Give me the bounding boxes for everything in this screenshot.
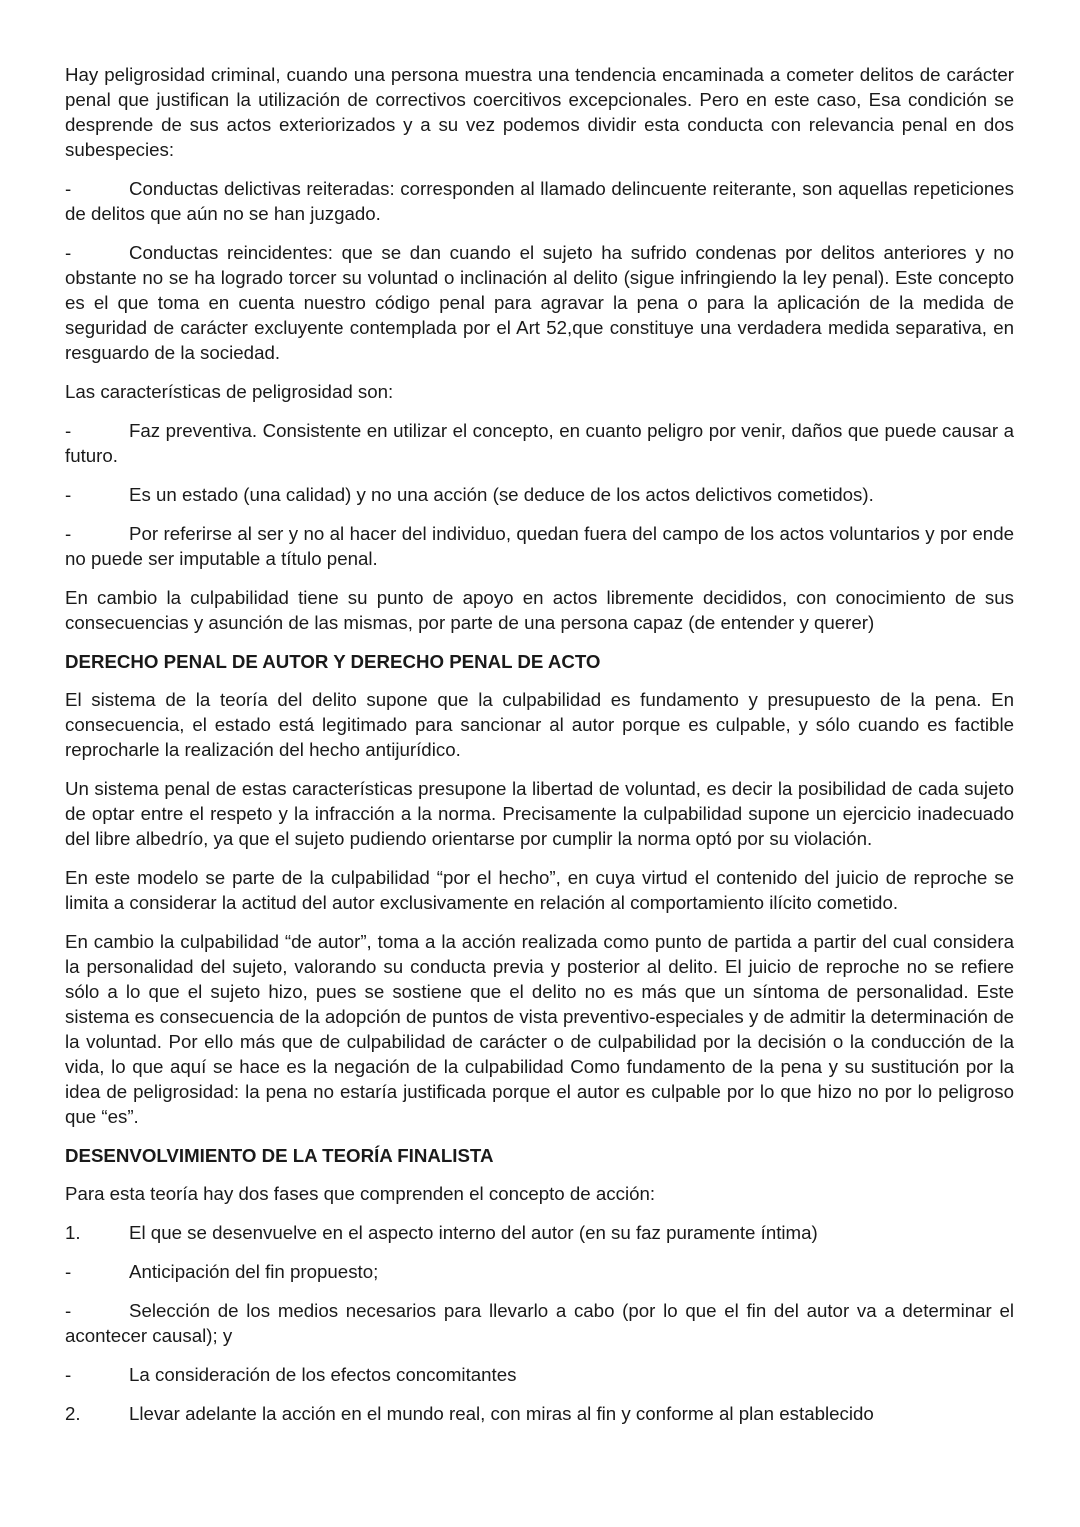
paragraph-culpabilidad-por-el-hecho: En este modelo se parte de la culpabilidad “por el hecho”, en cuya virtud el contenido del juicio de reproche se limita a considerar la actitud del autor exclusivamente en relación al comportamiento ilícito cometido.	[65, 867, 1014, 913]
paragraph-caracteristicas: Las características de peligrosidad son:	[65, 381, 394, 402]
list-item-seleccion-medios	[65, 1298, 1014, 1348]
list-marker: 2.	[65, 1403, 81, 1424]
list-marker: -	[65, 178, 72, 199]
list-item-text: Conductas reincidentes: que se dan cuando el sujeto ha sufrido condenas por delitos anteriores y no obstante no se ha logrado torcer su voluntad o inclinación al delito (sigue infringiendo la ley penal). Este concepto es el que toma en cuenta nuestro código penal para agravar la pena o para la aplicación de la medida de seguridad de carácter excluyente contemplada por el Art 52,que constituye una verdadera medida separativa, en resguardo de la sociedad.	[65, 242, 1014, 363]
list-item-estado	[65, 482, 1014, 507]
list-marker: -	[65, 484, 72, 505]
list-item-text: Llevar adelante la acción en el mundo real, con miras al fin y conforme al plan establecido	[129, 1403, 874, 1424]
paragraph-peligrosidad-criminal: Hay peligrosidad criminal, cuando una persona muestra una tendencia encaminada a cometer delitos de carácter penal que justifican la utilización de correctivos coercitivos excepcionales. Pero en este caso, Esa condición se desprende de sus actos exteriorizados y a su vez podemos dividir esta conducta con relevancia penal en dos subespecies:	[65, 64, 1014, 160]
list-item-ser-no-hacer	[65, 521, 1014, 571]
heading-derecho-penal-autor-acto: DERECHO PENAL DE AUTOR Y DERECHO PENAL DE ACTO	[65, 651, 601, 672]
list-marker: -	[65, 1364, 72, 1385]
list-item-text: La consideración de los efectos concomitantes	[129, 1364, 517, 1385]
paragraph-culpabilidad-apoyo: En cambio la culpabilidad tiene su punto de apoyo en actos libremente decididos, con conocimiento de sus consecuencias y asunción de las mismas, por parte de una persona capaz (de entender y querer)	[65, 587, 1014, 633]
document-page	[65, 62, 1014, 1440]
list-item-text: Conductas delictivas reiteradas: corresponden al llamado delincuente reiterante, son aquellas repeticiones de delitos que aún no se han juzgado.	[65, 178, 1014, 224]
paragraph-dos-fases: Para esta teoría hay dos fases que comprenden el concepto de acción:	[65, 1183, 656, 1204]
list-marker: 1.	[65, 1222, 81, 1243]
paragraph-sistema-teoria-delito: El sistema de la teoría del delito supone que la culpabilidad es fundamento y presupuesto de la pena. En consecuencia, el estado está legitimado para sancionar al autor porque es culpable, y sólo cuando es factible reprocharle la realización del hecho antijurídico.	[65, 689, 1014, 760]
paragraph-culpabilidad-de-autor: En cambio la culpabilidad “de autor”, toma a la acción realizada como punto de partida a partir del cual considera la personalidad del sujeto, valorando su conducta previa y posterior al delito. El juicio de reproche no se refiere sólo a lo que el sujeto hizo, pues se sostiene que el delito no es más que un síntoma de personalidad. Este sistema es consecuencia de la adopción de puntos de vista preventivo-especiales y de admitir la determinación de la voluntad. Por ello más que de culpabilidad de carácter o de culpabilidad por la decisión o la conducción de la vida, lo que aquí se hace es la negación de la culpabilidad Como fundamento de la pena y su sustitución por la idea de peligrosidad: la pena no estaría justificada porque el autor es culpable por lo que hizo no por lo peligroso que “es”.	[65, 931, 1014, 1127]
list-marker: -	[65, 523, 72, 544]
list-marker: -	[65, 420, 72, 441]
list-marker: -	[65, 1261, 72, 1282]
list-marker: -	[65, 242, 72, 263]
list-marker: -	[65, 1300, 72, 1321]
list-item-text: Por referirse al ser y no al hacer del individuo, quedan fuera del campo de los actos voluntarios y por ende no puede ser imputable a título penal.	[65, 523, 1014, 569]
list-item-text: Faz preventiva. Consistente en utilizar el concepto, en cuanto peligro por venir, daños que puede causar a futuro.	[65, 420, 1014, 466]
paragraph-libertad-voluntad: Un sistema penal de estas características presupone la libertad de voluntad, es decir la posibilidad de cada sujeto de optar entre el respeto y la infracción a la norma. Precisamente la culpabilidad supone un ejercicio inadecuado del libre albedrío, ya que el sujeto pudiendo orientarse por cumplir la norma optó por su violación.	[65, 778, 1014, 849]
list-item-fase-1	[65, 1220, 1014, 1245]
heading-teoria-finalista: DESENVOLVIMIENTO DE LA TEORÍA FINALISTA	[65, 1145, 494, 1166]
list-item-fase-2	[65, 1401, 1014, 1426]
list-item-efectos-concomitantes	[65, 1362, 1014, 1387]
list-item-faz-preventiva	[65, 418, 1014, 468]
list-item-text: Selección de los medios necesarios para llevarlo a cabo (por lo que el fin del autor va a determinar el acontecer causal); y	[65, 1300, 1014, 1346]
list-item-text: Es un estado (una calidad) y no una acción (se deduce de los actos delictivos cometidos).	[129, 484, 874, 505]
list-item-text: El que se desenvuelve en el aspecto interno del autor (en su faz puramente íntima)	[129, 1222, 818, 1243]
list-item-conductas-reiteradas	[65, 176, 1014, 226]
list-item-text: Anticipación del fin propuesto;	[129, 1261, 379, 1282]
list-item-anticipacion	[65, 1259, 1014, 1284]
list-item-conductas-reincidentes	[65, 240, 1014, 365]
